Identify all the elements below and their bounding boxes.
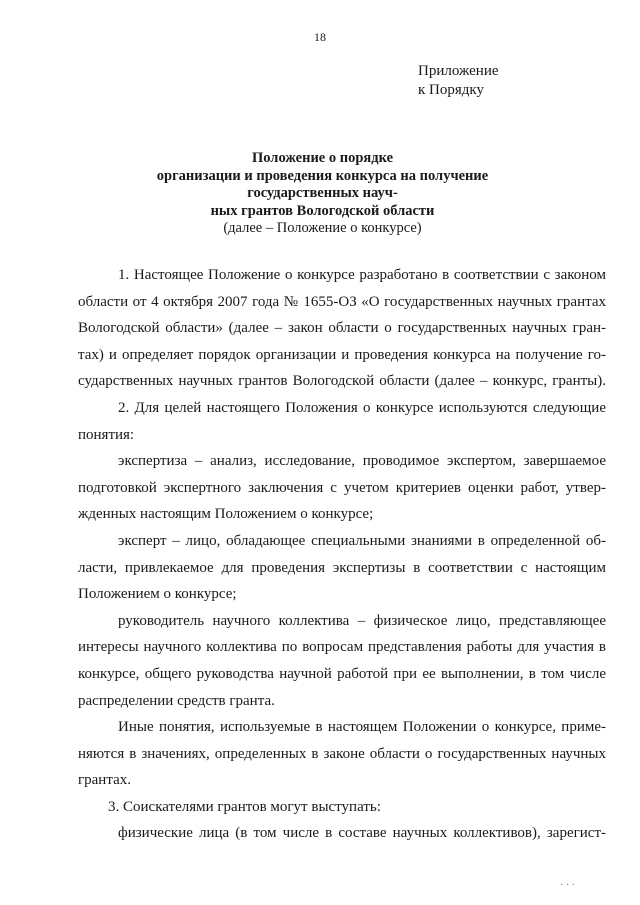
text-line: Положением о конкурсе; [78,586,237,603]
text-line: тах) и определяет порядок организации и проведения конкурса на получение го- [78,346,606,363]
text-line: жденных настоящим Положением о конкурсе; [78,506,374,523]
text-line: 3. Соискателями грантов могут выступать: [108,798,381,815]
text-line: 1. Настоящее Положение о конкурсе разработано в соответствии с законом [118,267,606,283]
document-title [100,150,545,238]
appendix-line-2: к Порядку [418,82,484,98]
appendix-line-1: Приложение [418,63,499,79]
text-line: понятия: [78,426,135,443]
text-line: сударственных научных грантов Вологодской области (далее – конкурс, гранты). [78,373,606,390]
text-line: конкурсе, общего руководства научной работой при ее выполнении, в том числе [78,665,606,682]
title-line-1: Положение о порядке [251,150,394,166]
scan-mark: · · · [560,880,575,891]
text-line: Иные понятия, используемые в настоящем Положении о конкурсе, приме- [118,719,606,736]
text-line: руководитель научного коллектива – физическое лицо, представляющее [118,612,606,629]
paragraph-6 [78,714,606,794]
text-line: Вологодской области» (далее – закон области о государственных научных гран- [78,320,606,337]
paragraph-7 [78,794,606,821]
document-body [78,262,606,847]
text-line: ласти, привлекаемое для проведения экспертизы в соответствии с настоящим [78,559,606,576]
text-line: подготовкой экспертного заключения с учетом критериев оценки работ, утвер- [78,479,606,496]
text-line: физические лица (в том числе в составе научных коллективов), зарегист- [118,825,606,842]
text-line: экспертиза – анализ, исследование, проводимое экспертом, завершаемое [118,453,606,470]
paragraph-5 [78,608,606,714]
paragraph-2 [78,395,606,448]
text-line: интересы научного коллектива по вопросам представления работы для участия в [78,639,606,656]
text-line: эксперт – лицо, обладающее специальными знаниями в определенной об- [118,532,606,549]
paragraph-8 [78,820,606,847]
paragraph-4 [78,528,606,608]
text-line: 2. Для целей настоящего Положения о конкурсе используются следующие [118,399,606,416]
title-line-4: (далее – Положение о конкурсе) [223,220,422,236]
title-line-2: организации и проведения конкурса на получение государственных науч- [156,167,489,201]
page-number: 18 [314,30,326,44]
text-line: няются в значениях, определенных в законе области о государственных научных [78,745,606,762]
text-line: распределении средств гранта. [78,692,275,709]
text-line: области от 4 октября 2007 года № 1655-ОЗ «О государственных научных грантах [78,293,606,310]
text-line: грантах. [78,772,131,789]
paragraph-1 [78,262,606,395]
appendix-heading [418,62,499,100]
paragraph-3 [78,448,606,528]
title-line-3: ных грантов Вологодской области [210,202,435,219]
